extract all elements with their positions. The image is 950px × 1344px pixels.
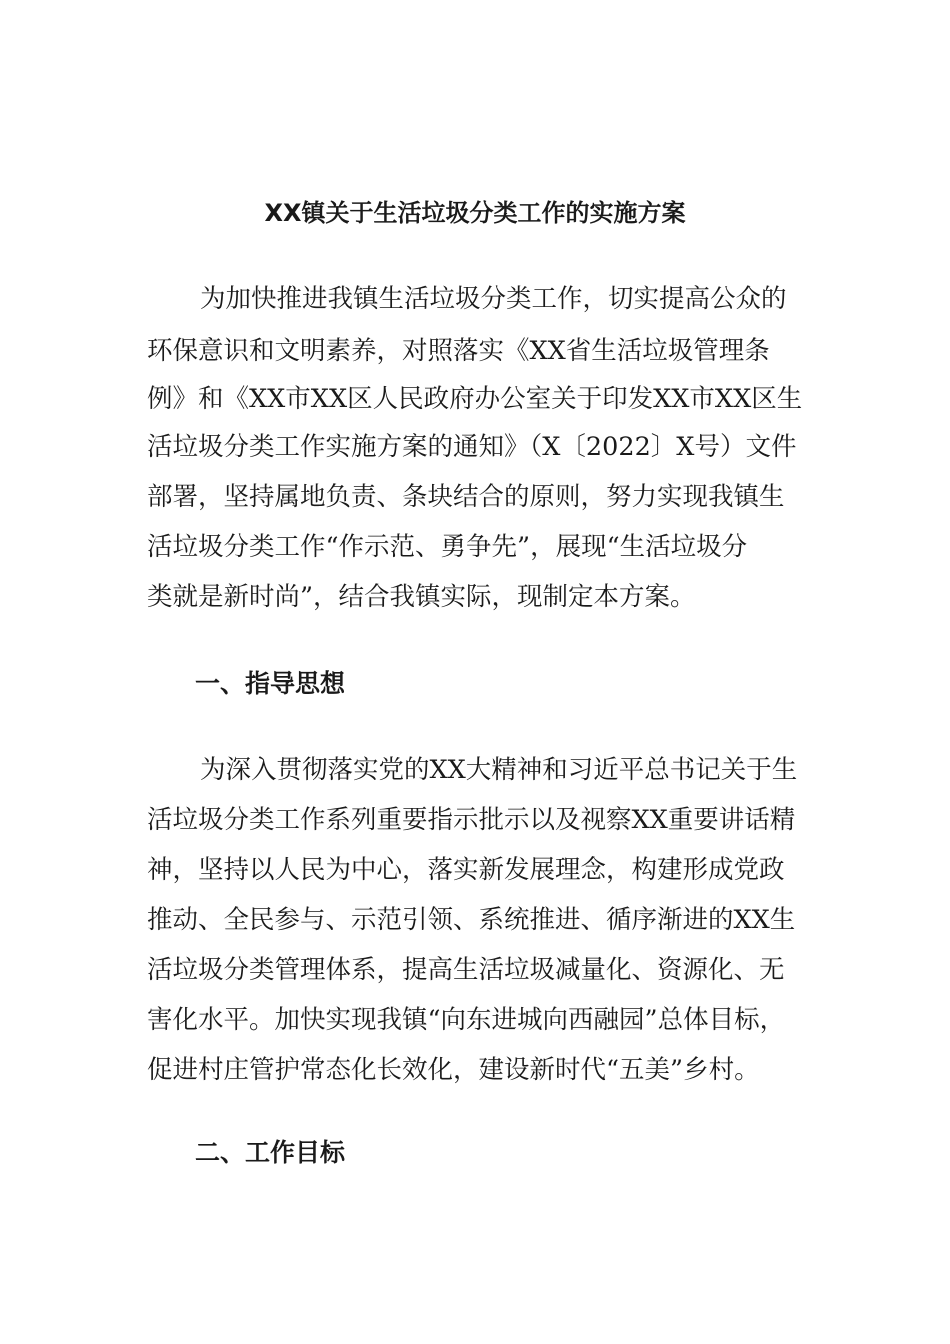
paragraph-line: 神，坚持以人民为中心，落实新发展理念，构建形成党政: [147, 855, 785, 885]
paragraph-line: 活垃圾分类工作系列重要指示批示以及视察XX重要讲话精: [147, 805, 796, 835]
paragraph-line: 活垃圾分类管理体系，提高生活垃圾减量化、资源化、无: [147, 955, 785, 985]
section-heading-work-goals: 二、工作目标: [195, 1138, 346, 1167]
paragraph-line: 例》和《XX市XX区人民政府办公室关于印发XX市XX区生: [147, 384, 803, 414]
paragraph-line: 推动、全民参与、示范引领、系统推进、循序渐进的XX生: [147, 905, 796, 935]
paragraph-line: 促进村庄管护常态化长效化，建设新时代“五美”乡村。: [147, 1055, 760, 1085]
paragraph-line: 类就是新时尚”，结合我镇实际，现制定本方案。: [147, 582, 696, 612]
paragraph-line: 为深入贯彻落实党的XX大精神和习近平总书记关于生: [200, 755, 798, 785]
paragraph-line: 活垃圾分类工作“作示范、勇争先”，展现“生活垃圾分: [147, 532, 748, 562]
paragraph-line: 害化水平。加快实现我镇“向东进城向西融园”总体目标，: [147, 1005, 786, 1035]
paragraph-line: 部署，坚持属地负责、条块结合的原则，努力实现我镇生: [147, 482, 785, 512]
section-heading-guiding-ideology: 一、指导思想: [195, 669, 346, 698]
document-title: XX镇关于生活垃圾分类工作的实施方案: [264, 199, 686, 227]
paragraph-line: 环保意识和文明素养，对照落实《XX省生活垃圾管理条: [147, 336, 770, 366]
paragraph-line: 活垃圾分类工作实施方案的通知》（X〔2022〕X号）文件: [147, 432, 797, 462]
paragraph-line: 为加快推进我镇生活垃圾分类工作，切实提高公众的: [200, 284, 787, 314]
